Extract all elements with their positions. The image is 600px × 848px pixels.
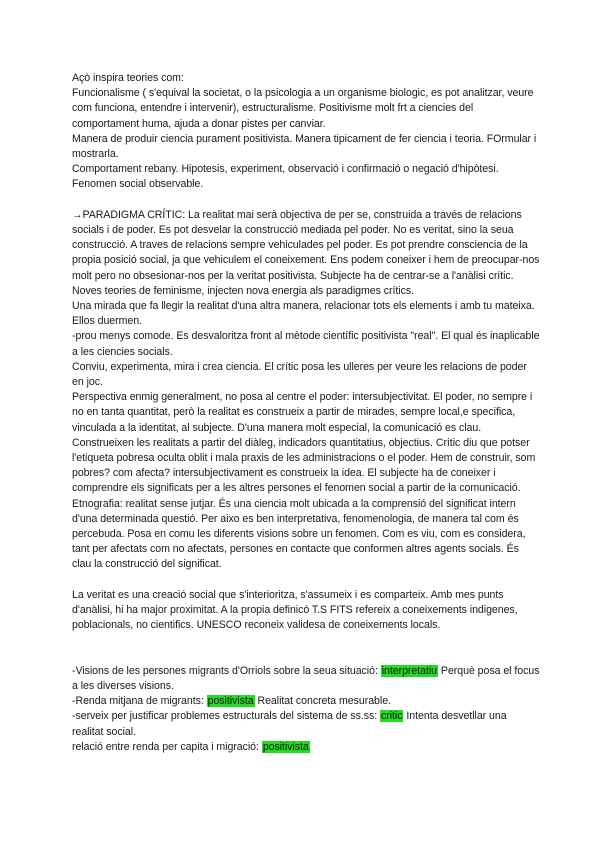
list-item xyxy=(72,709,540,739)
paragraph: Açò inspira teories com: xyxy=(72,72,184,84)
list-item-text: Perquè posa el focus a les diverses visions. xyxy=(72,664,540,693)
paragraph-spacer xyxy=(72,573,540,588)
highlight-tag: positivista xyxy=(207,695,254,708)
paragraph-spacer xyxy=(72,633,540,663)
paragraph-spacer xyxy=(72,193,540,208)
list-item-text: Intenta desvetllar una realitat social. xyxy=(72,710,507,738)
paragraph: Funcionalisme ( s'equival la societat, o la psicologia a un organisme biologic, es pot analitzar, veure com funciona, entendre i intervenir), estructuralisme. Positivisme molt frt a ciencies del comportament huma, ajuda a donar pistes per canviar. xyxy=(72,87,534,130)
paragraph: La veritat es una creació social que s'interioritza, s'assumeix i es comparteix. Amb mes punts d'anàlisi, hi ha major proximitat. A la propia definicó T.S FITS refereix a coneixements indigenes, poblacionals, no cientifics. UNESCO reconeix validesa de coneixements locals. xyxy=(72,588,518,632)
paragraph: Una mirada que fa llegir la realitat d'una altra manera, relacionar tots els elements i amb tu mateixa. xyxy=(72,300,535,313)
list-item-text: -Renda mitjana de migrants: xyxy=(72,695,207,708)
paragraph-paradigma-critic: →PARADIGMA CRÍTIC: La realitat mai serà objectiva de per se, construida a través de relacions socials i de poder. Es pot desvelar la construcció mediada pel poder. No es veritat, sino la seua construcció. A traves de relacions sempre vehiculades pel poder. Es pot prendre consciencia de la propia posició social, ja que vehiculem el coneixement. Ens podem coneixer i hem de preocupar-nos molt pero no obsesionar-nos per la veritat positivista. Subjecte ha de centrar-se a l'anàlisi crític. Noves teories de feminisme, injecten nova energia als paradigmes crítics. xyxy=(72,208,540,297)
paragraph: Comportament rebany. Hipotesis, experiment, observació i confirmació o negació d'hipòtesi. Fenomen social observable. xyxy=(72,163,499,191)
paragraph: Manera de produir ciencia purament positivista. Manera tipicament de fer ciencia i teoria. FOrmular i mostrarla. xyxy=(72,132,537,161)
highlight-tag: critic xyxy=(381,710,403,723)
highlight-tag: positivista xyxy=(262,740,309,753)
paragraph: Perspectiva enmig generalment, no posa al centre el poder: intersubjectivitat. El poder, no sempre i no en tanta quantitat, però la realitat es construeix a partir de mirades, sempre local,e specifica, vinculada a la identitat, al subjecte. D'una manera molt especial, la comunicació es clau. Construeixen les realitats a partir del diàleg, indicadors quantitatius, objectius. Crític diu que potser l'etiqueta pobresa oculta oblit i mala praxis de les administracions o el poder. Hem de construir, som pobres? com afecta? intersubjectivament es construeix la idea. El subjecte ha de coneixer i comprendre els significats per a les altres persones el fenomen social a partir de la comunicació. Etnografia: realitat sense jutjar. És una ciencia molt ubicada a la comprensió del significat intern d'una determinada questió. Per aixo es ben interpretativa, fenomenologia, de manera tal com és percebuda. Posa en comu les diferents visions sobre un fenomen. Com es viu, com es considera, tant per afectats com no afectats, persones en contacte que conformen altres agents socials. És clau la construcció del significat. xyxy=(72,391,536,571)
list-item xyxy=(72,664,540,694)
paragraph: -prou menys comode. Es desvaloritza front al mètode científic positivista "real". El qual és inaplicable a les ciencies socials. xyxy=(72,330,540,358)
paragraph: Ellos duermen. xyxy=(72,315,142,328)
highlight-tag: interpretatiu xyxy=(381,664,438,677)
list-item-text: Realitat concreta mesurable. xyxy=(254,695,391,708)
paragraph: Conviu, experimenta, mira i crea ciencia. El crític posa les ulleres per veure les relacions de poder en joc. xyxy=(72,360,527,389)
list-item-text: -Visions de les persones migrants d'Orriols sobre la seua situació: xyxy=(72,664,381,677)
document-body xyxy=(72,71,540,755)
list-item xyxy=(72,740,540,755)
list-item-text: -serveix per justificar problemes estructurals del sistema de ss.ss: xyxy=(72,710,380,723)
list-item xyxy=(72,694,540,709)
list-item-text: relació entre renda per capita i migració: xyxy=(72,740,262,753)
